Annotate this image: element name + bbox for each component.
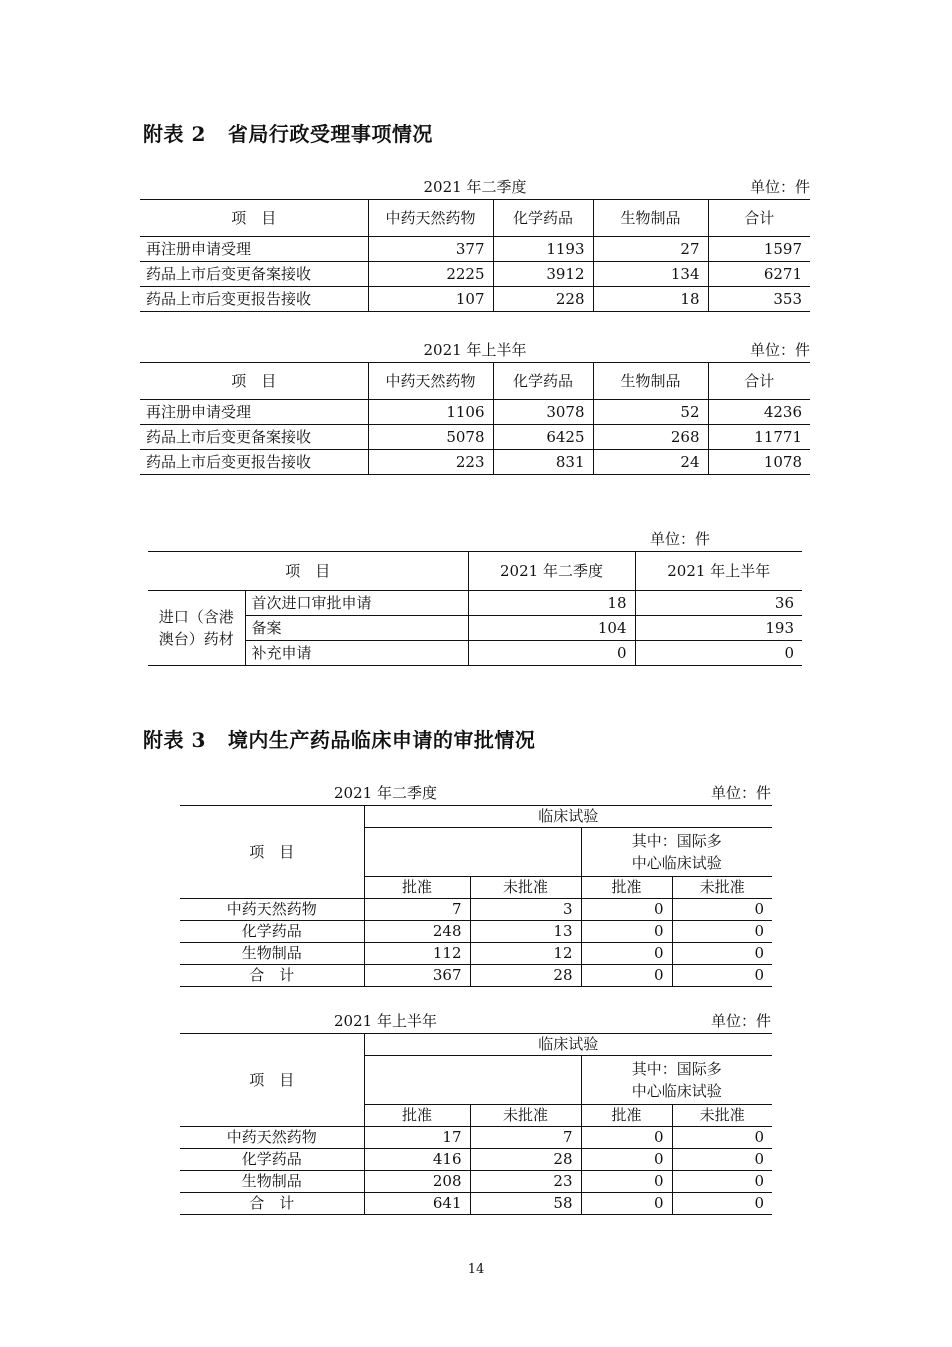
group-label (148, 591, 245, 666)
cell-value: 6271 (708, 262, 810, 287)
table-caption: 2021 年二季度 (423, 178, 527, 196)
col-header: 未批准 (470, 877, 581, 899)
table-row (140, 237, 810, 262)
table-row (148, 641, 802, 666)
cell-value: 353 (708, 287, 810, 312)
row-label: 补充申请 (245, 641, 468, 666)
cell-value: 248 (364, 921, 470, 943)
col-header: 批准 (364, 877, 470, 899)
appendix2-title (143, 118, 433, 147)
cell-value: 0 (672, 1127, 772, 1149)
sub-header-line: 其中：国际多 (631, 1060, 722, 1078)
table-header-row (140, 363, 810, 400)
cell-value: 112 (364, 943, 470, 965)
col-header: 合计 (708, 200, 810, 237)
appendix3-title-num: 附表 3 (143, 728, 206, 752)
clinical-q2-caption-row (180, 782, 771, 804)
table-row (140, 450, 810, 475)
cell-value: 641 (364, 1193, 470, 1215)
cell-value: 18 (468, 591, 635, 616)
table-import-caption-row (148, 528, 800, 550)
row-label: 合 计 (249, 1194, 295, 1212)
cell-value: 7 (364, 899, 470, 921)
table-q2-caption-row (140, 176, 810, 198)
table-row (140, 262, 810, 287)
table-h1-caption-row (140, 339, 810, 361)
sub-header (581, 828, 772, 877)
row-label: 药品上市后变更报告接收 (146, 453, 312, 471)
item-header: 项 目 (180, 1034, 364, 1127)
item-header: 项 目 (180, 806, 364, 899)
admin-accept-table-q2 (140, 199, 810, 312)
group-header: 临床试验 (364, 1034, 772, 1056)
table-row (180, 899, 772, 921)
row-label: 化学药品 (180, 1149, 364, 1171)
sub-header-line: 其中：国际多 (631, 832, 722, 850)
row-label: 药品上市后变更备案接收 (140, 425, 368, 450)
appendix3-title-text: 境内生产药品临床申请的审批情况 (227, 728, 536, 752)
cell-value: 377 (368, 237, 493, 262)
appendix2-title-num: 附表 2 (143, 122, 206, 146)
cell-value: 23 (470, 1171, 581, 1193)
col-header: 项 目 (140, 363, 368, 400)
cell-value: 7 (470, 1127, 581, 1149)
cell-value: 0 (672, 1171, 772, 1193)
table-row (180, 1149, 772, 1171)
cell-value: 0 (635, 641, 802, 666)
col-header: 项 目 (140, 200, 368, 237)
cell-value: 18 (593, 287, 708, 312)
col-header: 化学药品 (493, 200, 593, 237)
cell-value: 268 (593, 425, 708, 450)
row-label: 再注册申请受理 (140, 400, 368, 425)
table-caption: 2021 年上半年 (334, 1012, 437, 1030)
cell-value: 0 (468, 641, 635, 666)
cell-value: 36 (635, 591, 802, 616)
cell-value: 0 (672, 1149, 772, 1171)
row-label: 备案 (245, 616, 468, 641)
cell-value: 0 (672, 1193, 772, 1215)
cell-value: 0 (672, 943, 772, 965)
sub-header (581, 1056, 772, 1105)
cell-value: 52 (593, 400, 708, 425)
cell-value: 58 (470, 1193, 581, 1215)
unit-label: 单位：件 (649, 530, 710, 548)
cell-value: 0 (581, 1171, 672, 1193)
col-header: 未批准 (672, 1105, 772, 1127)
import-herbs-table (148, 551, 802, 666)
cell-value: 107 (368, 287, 493, 312)
col-header: 项 目 (148, 552, 468, 591)
header-spacer (364, 1056, 581, 1105)
row-label: 药品上市后变更备案接收 (140, 262, 368, 287)
row-label: 首次进口审批申请 (245, 591, 468, 616)
cell-value: 1078 (708, 450, 810, 475)
cell-value: 0 (581, 1149, 672, 1171)
cell-value: 0 (581, 1127, 672, 1149)
cell-value: 0 (672, 921, 772, 943)
table-header-row (148, 552, 802, 591)
col-header: 生物制品 (593, 363, 708, 400)
table-header-row (180, 806, 772, 828)
cell-value: 27 (593, 237, 708, 262)
unit-label: 单位：件 (710, 1012, 771, 1030)
clinical-approval-table-h1 (180, 1033, 772, 1215)
cell-value: 3078 (493, 400, 593, 425)
table-caption: 2021 年二季度 (334, 784, 437, 802)
table-header-row (180, 1034, 772, 1056)
table-caption: 2021 年上半年 (423, 341, 527, 359)
cell-value: 17 (364, 1127, 470, 1149)
row-label: 药品上市后变更报告接收 (146, 290, 312, 308)
col-header: 化学药品 (493, 363, 593, 400)
table-row (148, 616, 802, 641)
cell-value: 6425 (493, 425, 593, 450)
cell-value: 0 (581, 921, 672, 943)
sub-header-line: 中心临床试验 (631, 1082, 722, 1100)
cell-value: 4236 (708, 400, 810, 425)
col-header: 批准 (581, 877, 672, 899)
col-header: 合计 (708, 363, 810, 400)
table-row (140, 425, 810, 450)
col-header: 中药天然药物 (368, 200, 493, 237)
cell-value: 1597 (708, 237, 810, 262)
cell-value: 11771 (708, 425, 810, 450)
col-header: 未批准 (470, 1105, 581, 1127)
cell-value: 13 (470, 921, 581, 943)
table-row (180, 1127, 772, 1149)
table-row (180, 921, 772, 943)
cell-value: 1193 (493, 237, 593, 262)
col-header: 批准 (581, 1105, 672, 1127)
page-number: 14 (467, 1262, 485, 1277)
cell-value: 223 (368, 450, 493, 475)
cell-value: 193 (635, 616, 802, 641)
appendix3-title (143, 724, 535, 753)
col-header: 生物制品 (593, 200, 708, 237)
table-row (140, 287, 810, 312)
row-label: 化学药品 (180, 921, 364, 943)
col-header: 2021 年上半年 (635, 552, 802, 591)
group-label-line: 澳台）药材 (158, 630, 234, 648)
cell-value: 2225 (368, 262, 493, 287)
table-row (180, 1193, 772, 1215)
unit-label: 单位：件 (749, 341, 810, 359)
cell-value: 831 (493, 450, 593, 475)
unit-label: 单位：件 (749, 178, 810, 196)
group-header: 临床试验 (364, 806, 772, 828)
cell-value: 0 (581, 1193, 672, 1215)
cell-value: 0 (581, 965, 672, 987)
row-label: 中药天然药物 (180, 899, 364, 921)
cell-value: 3912 (493, 262, 593, 287)
row-label: 生物制品 (180, 1171, 364, 1193)
row-label: 再注册申请受理 (140, 237, 368, 262)
col-header: 批准 (364, 1105, 470, 1127)
cell-value: 228 (493, 287, 593, 312)
unit-label: 单位：件 (710, 784, 771, 802)
cell-value: 0 (672, 899, 772, 921)
cell-value: 3 (470, 899, 581, 921)
table-row (180, 965, 772, 987)
cell-value: 12 (470, 943, 581, 965)
clinical-approval-table-q2 (180, 805, 772, 987)
table-row (180, 1171, 772, 1193)
cell-value: 367 (364, 965, 470, 987)
row-label: 中药天然药物 (180, 1127, 364, 1149)
cell-value: 24 (593, 450, 708, 475)
row-label: 合 计 (249, 966, 295, 984)
clinical-h1-caption-row (180, 1010, 771, 1032)
cell-value: 0 (581, 943, 672, 965)
cell-value: 416 (364, 1149, 470, 1171)
cell-value: 5078 (368, 425, 493, 450)
cell-value: 28 (470, 965, 581, 987)
cell-value: 28 (470, 1149, 581, 1171)
row-label: 生物制品 (180, 943, 364, 965)
cell-value: 208 (364, 1171, 470, 1193)
table-row (180, 943, 772, 965)
appendix2-title-text: 省局行政受理事项情况 (227, 122, 433, 146)
admin-accept-table-h1 (140, 362, 810, 475)
col-header: 中药天然药物 (368, 363, 493, 400)
group-label-line: 进口（含港 (158, 608, 234, 626)
table-row (148, 591, 802, 616)
cell-value: 0 (672, 965, 772, 987)
table-row (140, 400, 810, 425)
col-header: 未批准 (672, 877, 772, 899)
cell-value: 104 (468, 616, 635, 641)
header-spacer (364, 828, 581, 877)
cell-value: 0 (581, 899, 672, 921)
sub-header-line: 中心临床试验 (631, 854, 722, 872)
cell-value: 1106 (368, 400, 493, 425)
cell-value: 134 (593, 262, 708, 287)
col-header: 2021 年二季度 (468, 552, 635, 591)
table-header-row (140, 200, 810, 237)
